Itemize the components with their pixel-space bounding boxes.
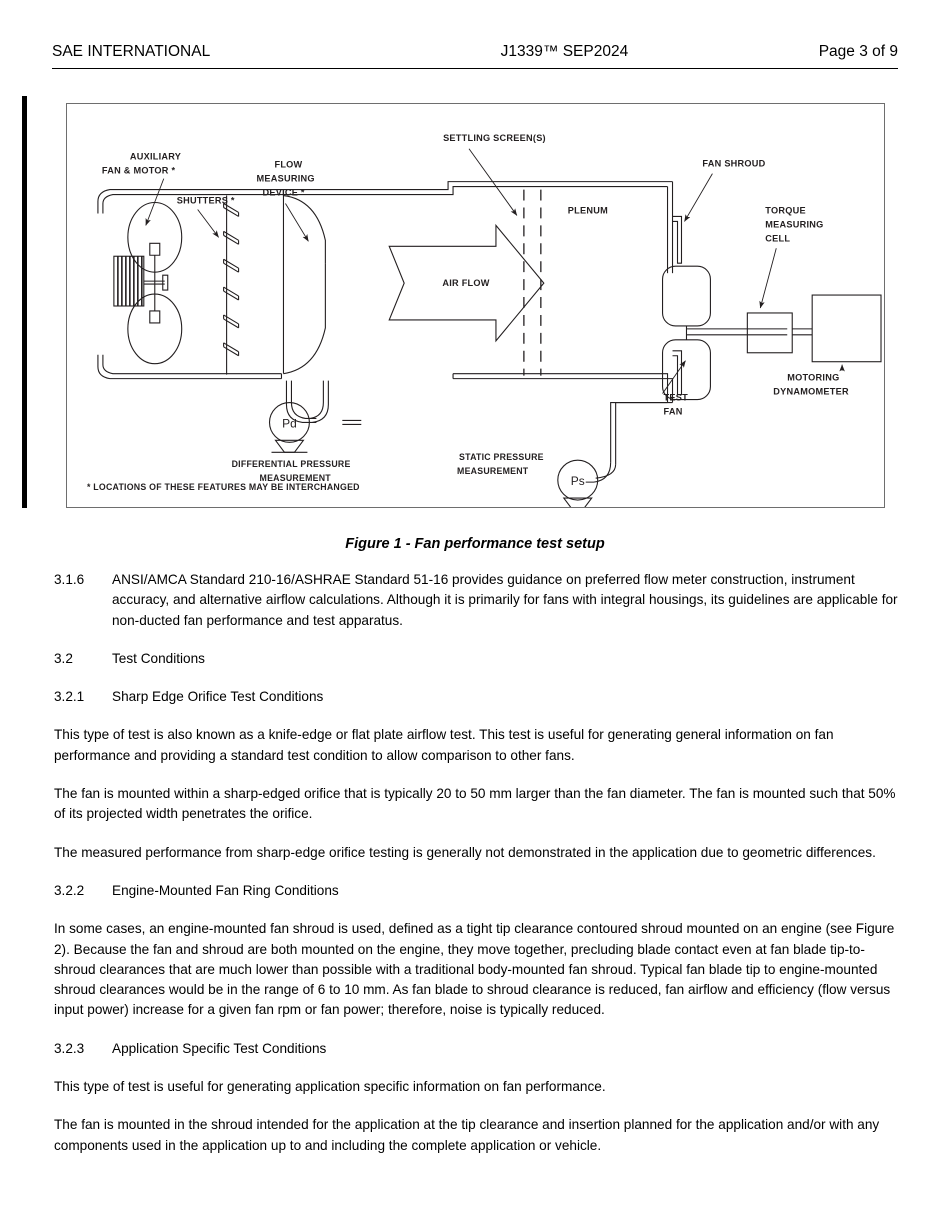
page-header [52,42,898,69]
paragraph-3-2-1-c: The measured performance from sharp-edge orifice testing is generally not demonstrated in the application due to geometric differences. [54,844,876,860]
clause-3-1-6-text: ANSI/AMCA Standard 210-16/ASHRAE Standard 51-16 provides guidance on preferred flow meter construction, instrument accuracy, and alternative airflow calculations. Although it is primarily for fans with integral housings, its guidelines are applicable for non-ducted fan performance and test apparatus. [112,572,898,628]
figure-1-container [66,103,885,508]
header-document-id: J1339™ SEP2024 [500,43,629,60]
flow-measuring-device-label-line2: MEASURING [256,173,315,184]
paragraph-3-2-1-a: This type of test is also known as a knife-edge or flat plate airflow test. This test is useful for generating general information on fan performance and providing a standard test condition to allow comparison to other fans. [54,727,834,763]
settling-screens-label: SETTLING SCREEN(S) [443,132,546,143]
auxiliary-fan-motor-leader [146,179,164,226]
fan-performance-test-setup-diagram [67,104,884,507]
clause-3-2-3-title: Application Specific Test Conditions [112,1040,327,1056]
document-body [54,570,900,1174]
flow-measuring-device-leader [285,204,308,242]
differential-pressure-label-line1: DIFFERENTIAL PRESSURE [231,459,351,470]
fan-shroud-label: FAN SHROUD [702,158,766,169]
shutters-label: SHUTTERS * [176,195,235,206]
flow-measuring-device-label-line3: DEVICE * [262,187,305,198]
differential-pressure-gauge-label: Pd [282,416,297,431]
plenum-label: PLENUM [567,205,608,216]
revision-change-bar [22,96,27,508]
clause-3-2-heading [54,649,900,669]
clause-3-2-2-title: Engine-Mounted Fan Ring Conditions [112,882,339,898]
clause-3-2-1-heading [54,687,900,707]
paragraph-3-2-3-a: This type of test is useful for generating application specific information on fan performance. [54,1079,606,1095]
torque-cell-label-line3: CELL [765,233,791,244]
clause-3-2-1-title: Sharp Edge Orifice Test Conditions [112,689,324,705]
torque-cell-leader [760,248,776,308]
differential-pressure-label-line2: MEASUREMENT [259,473,331,484]
header-page-number: Page 3 of 9 [818,43,898,60]
clause-3-2-3-number: 3.2.3 [54,1040,85,1056]
figure-1-caption: Figure 1 - Fan performance test setup [345,536,605,552]
air-flow-label: AIR FLOW [442,278,490,289]
paragraph-3-2-2-a: In some cases, an engine-mounted fan shroud is used, defined as a tight tip clearance contoured shroud mounted on an engine (see Figure 2). Because the fan and shroud are both mounted on the engine, they move together, precluding blade contact even at fan blade tip-to-shroud clearances that are much lower than possible with a traditional body-mounted fan shroud. Typical fan blade tip to engine-mounted shroud clearances would be in the range of 6 to 10 mm. As fan blade to shroud clearance is reduced, fan airflow and efficiency (flow versus input power) increase for a given fan rpm or fan power; therefore, noise is typically reduced. [54,921,895,1018]
static-pressure-label-line1: STATIC PRESSURE [459,452,544,463]
torque-cell-label-line2: MEASURING [765,219,824,230]
static-pressure-gauge-label: Ps [570,474,585,489]
clause-3-2-2-number: 3.2.2 [54,882,85,898]
static-pressure-label-line2: MEASUREMENT [457,466,529,477]
clause-3-2-title: Test Conditions [112,650,205,666]
auxiliary-fan-motor-label-line1: AUXILIARY [129,151,182,162]
test-fan-label-line2: FAN [663,406,683,417]
motoring-dynamometer-label-line2: DYNAMOMETER [773,386,849,397]
auxiliary-fan-motor-label-line2: FAN & MOTOR * [101,165,176,176]
clause-3-2-3-heading [54,1039,900,1059]
clause-3-1-6-number: 3.1.6 [54,572,85,587]
shutters-leader [198,209,219,237]
figure-footnote: * LOCATIONS OF THESE FEATURES MAY BE INTERCHANGED [86,482,360,493]
clause-3-2-number: 3.2 [54,650,73,666]
test-fan-label-line1: TEST [663,392,688,403]
clause-3-1-6 [54,570,900,631]
clause-3-2-2-heading [54,881,900,901]
fan-shroud-leader [684,174,712,222]
motoring-dynamometer-label-line1: MOTORING [787,372,840,383]
flow-measuring-device-label-line1: FLOW [274,159,303,170]
header-organization: SAE INTERNATIONAL [52,43,211,60]
torque-cell-label-line1: TORQUE [765,205,806,216]
clause-3-2-1-number: 3.2.1 [54,689,85,705]
paragraph-3-2-1-b: The fan is mounted within a sharp-edged orifice that is typically 20 to 50 mm larger than the fan diameter. The fan is mounted such that 50% of its projected width penetrates the orifice. [54,786,896,822]
paragraph-3-2-3-b: The fan is mounted in the shroud intended for the application at the tip clearance and insertion planned for the application and/or with any components used in the application up to and including the complete application or vehicle. [54,1117,880,1153]
